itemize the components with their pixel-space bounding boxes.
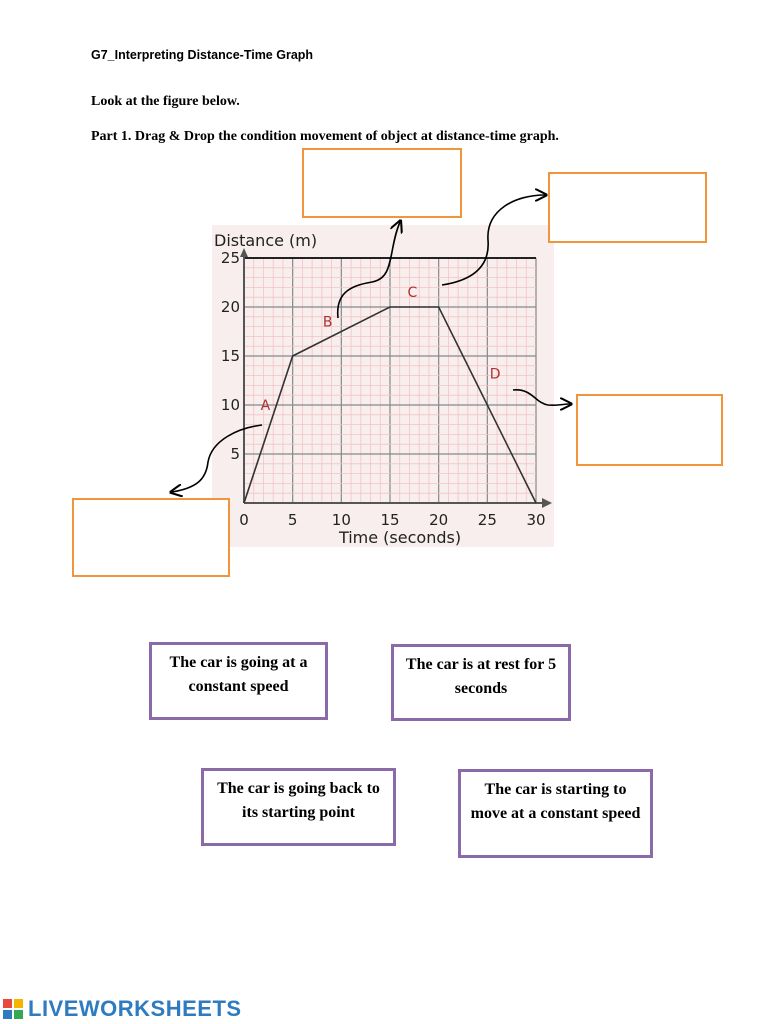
x-tick-label: 5 xyxy=(287,511,298,529)
y-tick-label: 20 xyxy=(220,298,240,316)
drop-zone-b[interactable] xyxy=(302,148,462,218)
drop-zone-d[interactable] xyxy=(576,394,723,466)
brand-logo xyxy=(2,996,242,1022)
document-title: G7_Interpreting Distance-Time Graph xyxy=(91,48,314,62)
brand-name: LIVEWORKSHEETS xyxy=(28,996,242,1021)
y-tick-label: 15 xyxy=(220,347,240,365)
y-axis-label: Distance (m) xyxy=(214,231,318,250)
answer-card-going-back[interactable]: The car is going back to its starting point xyxy=(201,768,396,846)
instruction-part1: Part 1. Drag & Drop the condition movement of object at distance-time graph. xyxy=(91,129,559,144)
drop-zone-a[interactable] xyxy=(72,498,230,577)
x-tick-label: 10 xyxy=(331,511,351,529)
x-tick-label: 25 xyxy=(477,511,497,529)
x-tick-label: 20 xyxy=(429,511,449,529)
segment-label-d: D xyxy=(489,366,501,383)
y-tick-label: 25 xyxy=(220,249,240,267)
x-tick-label: 15 xyxy=(380,511,400,529)
liveworksheets-icon xyxy=(2,998,24,1020)
y-tick-label: 5 xyxy=(230,445,240,463)
segment-label-a: A xyxy=(260,397,271,414)
answer-card-starting-to-move[interactable]: The car is starting to move at a constant speed xyxy=(458,769,653,858)
x-tick-label: 0 xyxy=(239,511,249,529)
x-tick-label: 30 xyxy=(526,511,546,529)
segment-label-b: B xyxy=(322,314,333,331)
x-axis-label: Time (seconds) xyxy=(338,528,462,547)
answer-card-at-rest[interactable]: The car is at rest for 5 seconds xyxy=(391,644,571,721)
segment-label-c: C xyxy=(407,285,418,302)
answer-card-constant-speed[interactable]: The car is going at a constant speed xyxy=(149,642,328,720)
drop-zone-c[interactable] xyxy=(548,172,707,243)
instruction-look: Look at the figure below. xyxy=(91,94,240,109)
y-tick-label: 10 xyxy=(220,396,240,414)
